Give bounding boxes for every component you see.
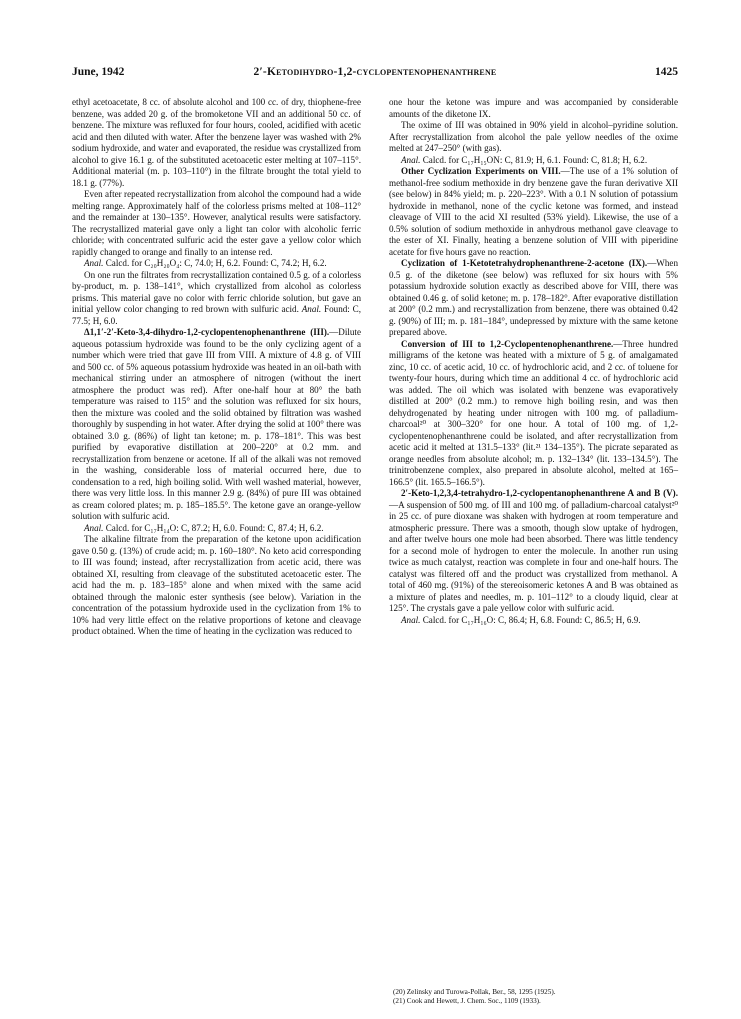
anal-label: Anal. [84, 522, 104, 533]
analysis-text: Found: C, 77.5; H, 6.0. [72, 304, 362, 326]
issue-date: June, 1942 [72, 66, 125, 78]
left-column [72, 97, 361, 638]
section-paragraph [389, 166, 678, 258]
paragraph-text: On one run the filtrates from recrystallization contained 0.5 g. of a colorless by-product, m. p. 138–141°, which crystallized from alcohol as colorless prisms. This material gave no color with ferric chloride solution, but gave an initial yellow color changing to red brown with sulfuric acid. [72, 269, 361, 314]
paragraph: ethyl acetoacetate, 8 cc. of absolute alcohol and 100 cc. of dry, thiophene-free benzene, was added 20 g. of the bromoketone VII and an additional 50 cc. of benzene. The mixture was refluxed for four hours, cooled, acidified with acetic acid and then diluted with water. After the benzene layer was washed with 2% sodium hydroxide, and water and evaporated, the residue was crystallized from alcohol to give 16.1 g. of the substituted acetoacetic ester melting at 107–115°. Additional material (m. p. 103–110°) in the filtrate brought the total yield to 18.1 g. (77%). [72, 97, 361, 188]
analysis-text: Calcd. for C₁₇H₁₆O: C, 86.4; H, 6.8. Found: C, 86.5; H, 6.9. [422, 614, 641, 625]
paragraph: Even after repeated recrystallization from alcohol the compound had a wide melting range. Approximately half of the colorless prisms melted at 108–112° and the remainder at 130–135°. However, analytical results were satisfactory. The recrystallized material gave only a light tan color with alcoholic ferric chloride; with concentrated sulfuric acid the ester gave a yellow color which rapidly changed to orange and finally to an intense red. [72, 189, 361, 257]
footnote: (21) Cook and Hewett, J. Chem. Soc., 1109 (1933). [393, 997, 541, 1006]
analysis-paragraph [389, 155, 678, 167]
footnotes [389, 988, 678, 1006]
analysis-text: Calcd. for C₂₀H₂₀O₄: C, 74.0; H, 6.2. Found: C, 74.2; H, 6.2. [105, 258, 327, 268]
section-paragraph [389, 488, 678, 615]
paragraph-text: —When 0.5 g. of the diketone (see below) was refluxed for six hours with 5% potassium hydroxide solution exactly as described above for VIII, there was obtained 0.46 g. of solid ketone; m. p. 178–182°. After evaporative distillation at 200° (0.2 mm.) and recrystallization from benzene, there was obtained 0.42 g. (90%) of III; m. p. 181–184°, undepressed by mixture with the same ketone prepared above. [389, 258, 678, 337]
analysis-paragraph [72, 258, 361, 270]
section-heading: Conversion of III to 1,2-Cyclopentenophenanthrene. [401, 338, 614, 349]
section-heading: Other Cyclization Experiments on VIII. [401, 166, 561, 176]
paragraph: one hour the ketone was impure and was accompanied by considerable amounts of the diketone IX. [389, 97, 678, 119]
section-paragraph [389, 258, 678, 339]
page-number: 1425 [655, 66, 678, 78]
anal-label: Anal. [301, 304, 322, 314]
paragraph-text: —Three hundred milligrams of the ketone was heated with a mixture of 5 g. of amalgamated zinc, 10 cc. of acetic acid, 10 cc. of hydrochloric acid, and 2 cc. of toluene for twenty-four hours, during which time an additional 4 cc. of hydrochloric acid was added. The oil which was isolated with benzene was evaporatively distilled at 200° (0.2 mm.) to remove high boiling resin, and was then dehydrogenated by heating under nitrogen with 100 mg. of palladium-charcoal²⁰ at 300–320° for one hour. A total of 100 mg. of 1,2-cyclopentenophenanthrene could be isolated, and after recrystallization from acetic acid it melted at 131.5–133° (lit.²¹ 134–135°). The picrate separated as orange needles from absolute alcohol; m. p. 132–134° (lit. 133–134.5°). The trinitrobenzene complex, also prepared in absolute alcohol, melted at 165–166.5° (lit. 165.5–166.5°). [389, 338, 679, 487]
running-title: 2′-Ketodihydro-1,2-cyclopentenophenanthrene [253, 66, 497, 78]
paragraph-text: —The use of a 1% solution of methanol-free sodium methoxide in dry benzene gave the furan derivative XII (see below) in 84% yield; m. p. 220–223°. With a 0.1 N solution of potassium hydroxide in methanol, none of the cyclic ketone was formed, and instead cleavage of VIII to the acid XI resulted (53% yield). Likewise, the use of a 0.5% solution of sodium methoxide in anhydrous methanol gave cleavage to the ester of XI. Finally, heating a benzene solution of VIII with piperidine acetate for five hours gave no reaction. [389, 166, 679, 257]
anal-label: Anal. [401, 614, 421, 625]
section-heading: Δ1,1′-2′-Keto-3,4-dihydro-1,2-cyclopentenophenanthrene (III). [84, 327, 330, 337]
section-paragraph [389, 339, 678, 489]
paragraph-text: —A suspension of 500 mg. of III and 100 mg. of palladium-charcoal catalyst²⁰ in 25 cc. of pure dioxane was shaken with hydrogen at room temperature and atmospheric pressure. There was a smooth, though slow uptake of hydrogen, and after twelve hours one mole had been absorbed. There was little tendency for a second mole of hydrogen to enter the molecule. In another run using twice as much catalyst, reaction was complete in four and one-half hours. The catalyst was filtered off and the product was crystallized from methanol. A total of 460 mg. (91%) of the stereoisomeric ketones A and B was obtained as a mixture of plates and needles, m. p. 101–112° to a cloudy liquid, clear at 125°. The crystals gave a pale yellow color with sulfuric acid. [389, 499, 678, 613]
anal-label: Anal. [401, 154, 421, 165]
paragraph: The alkaline filtrate from the preparation of the ketone upon acidification gave 0.50 g. (13%) of crude acid; m. p. 160–180°. No keto acid corresponding to III was found; instead, after recrystallization from acetic acid, there was obtained XI, resulting from cleavage of the substituted acetoacetic ester. The acid had the m. p. 183–185° alone and when mixed with the same acid obtained through the malonic ester synthesis (see below). Variation in the concentration of the potassium hydroxide used in the cyclization from 1% to 10% had very little effect on the relative proportions of ketone and cleavage product obtained. When the time of heating in the cyclization was reduced to [72, 534, 361, 636]
paragraph [72, 270, 361, 328]
footnote: (20) Zelinsky and Turowa-Pollak, Ber., 58, 1295 (1925). [393, 988, 556, 996]
analysis-text: Calcd. for C₁₇H₁₅ON: C, 81.9; H, 6.1. Found: C, 81.8; H, 6.2. [422, 154, 648, 165]
section-heading: 2′-Keto-1,2,3,4-tetrahydro-1,2-cyclopentanophenanthrene A and B (V). [401, 488, 678, 498]
analysis-paragraph [389, 615, 678, 627]
paragraph-text: —Dilute aqueous potassium hydroxide was found to be the only cyclizing agent of a number which were tried that gave III from VIII. A mixture of 4.8 g. of VIII and 500 cc. of 5% aqueous potassium hydroxide was heated in an oil-bath with mechanical stirring under an atmosphere of nitrogen (without the inert atmosphere the product was red). After one-half hour at 80° the bath temperature was raised to 115° and the solution was refluxed for six hours, then the mixture was cooled and the solid obtained by filtration was washed thoroughly by suspending in hot water. After drying the solid at 100° there was obtained 3.0 g. (86%) of light tan ketone; m. p. 178–181°. This was best purified by evaporative distillation at 200–220° at 0.2 mm. and recrystallization from benzene or acetone. If all of the alkali was not removed in the washing, considerable loss of material occurred here, due to condensation to a red, high boiling solid. With well washed material, however, there was very little loss. In this manner 2.9 g. (84%) of pure III was obtained as cream colored plates; m. p. 185–185.5°. The ketone gave an orange-yellow solution with sulfuric acid. [72, 327, 361, 521]
anal-label: Anal. [84, 258, 104, 268]
right-column [389, 97, 678, 626]
running-header [72, 66, 678, 82]
analysis-text: Calcd. for C₁₇H₁₄O: C, 87.2; H, 6.0. Found: C, 87.4; H, 6.2. [105, 522, 324, 533]
analysis-paragraph [72, 523, 361, 535]
section-heading: Cyclization of 1-Ketotetrahydrophenanthrene-2-acetone (IX). [401, 258, 648, 268]
paragraph: The oxime of III was obtained in 90% yield in alcohol–pyridine solution. After recrystallization from alcohol the pale yellow needles of the oxime melted at 247–250° (with gas). [389, 120, 678, 153]
section-paragraph [72, 327, 361, 523]
